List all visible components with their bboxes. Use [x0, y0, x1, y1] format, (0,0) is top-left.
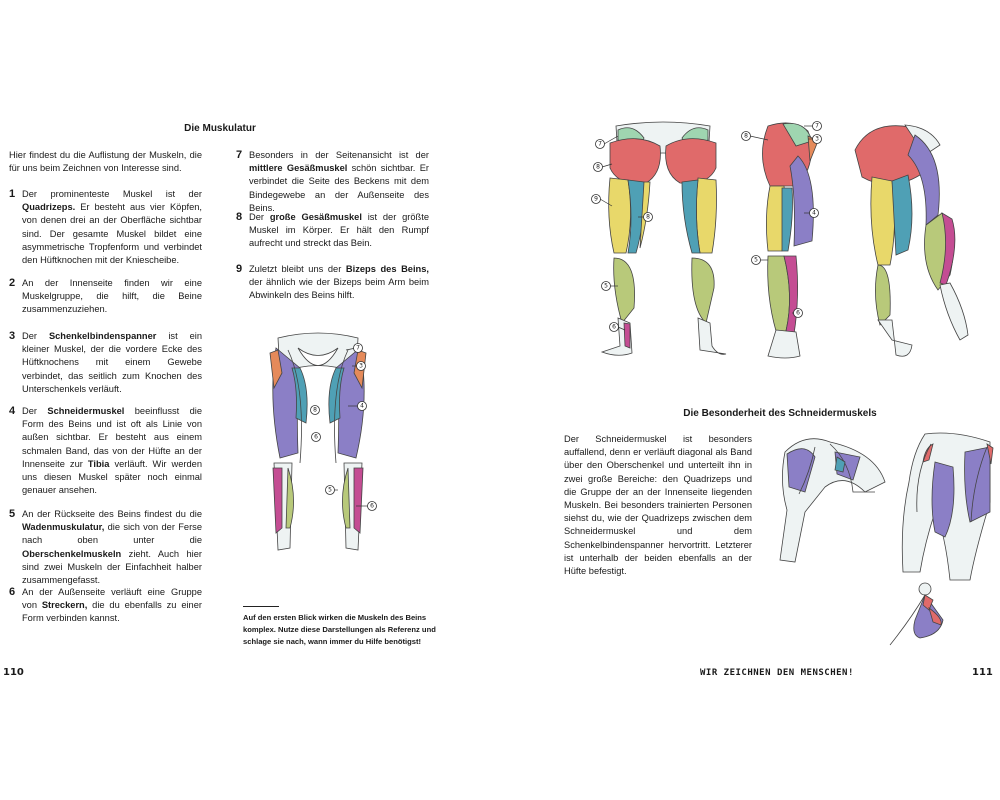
figure-caption: Auf den ersten Blick wirken die Muskeln des Beins komplex. Nutze diese Darstellungen als Referenz und schlage sie nach, wann immer du Hilfe benötigst!	[243, 613, 436, 646]
item-term: Streckern,	[41, 600, 88, 611]
item-number: 6	[9, 586, 16, 598]
item-text: schön sichtbar. Er verbindet die Seite des Beckens mit dem Bindegewebe an der Außenseite des Beins.	[249, 163, 429, 213]
label-7: 7	[598, 140, 602, 148]
item-text: ist ein kleiner Muskel, der die vordere Ecke des Hüftknochens mit einem Gewebe verbindet, das seitlich zum Knochen des Unterschenkels verläuft.	[22, 331, 202, 394]
list-item-4	[9, 405, 202, 497]
front-view-leg-illustration	[258, 328, 388, 558]
page-number-left: 110	[3, 667, 24, 678]
section-paragraph: Der Schneidermuskel ist besonders auffallend, denn er verläuft diagonal als Band über den Oberschenkel und unterteilt ihn in zwei große Bereiche: den Quadrizeps und die Gruppe der an der Innenseite liegenden Muskeln. Bei besonders trainierten Personen siehst du, wie der Quadrizeps zwischen dem Schneidermuskel und dem Schenkelbindenspanner hervortritt. Letzterer ist unterhalb der beiden ebenfalls an der Hüfte befestigt.	[564, 434, 752, 577]
sartorius-hips-illustration	[895, 432, 995, 582]
item-text: Zuletzt bleibt uns der	[249, 264, 346, 274]
item-text: beeinflusst die Form des Beins und ist oft als Linie von außen sichtbar. Er besteht aus einem schmalen Band, das von der Hüfte an der Innenseite zur	[22, 406, 202, 469]
side-view-leg-illustration	[738, 116, 838, 366]
item-number: 1	[9, 188, 16, 200]
list-item-9	[236, 263, 429, 303]
item-term: Tibia	[87, 458, 110, 469]
item-text: An der Außenseite verläuft eine Gruppe von	[22, 587, 202, 611]
running-head: WIR ZEICHNEN DEN MENSCHEN!	[700, 668, 854, 678]
item-number: 3	[9, 330, 16, 342]
label-3: 3	[815, 135, 819, 143]
item-number: 7	[236, 149, 243, 161]
item-text: verläuft. Wir werden uns diesen Muskel später noch einmal genauer ansehen.	[22, 458, 203, 496]
label-8: 8	[313, 406, 317, 414]
label-5: 5	[604, 282, 608, 290]
list-item-5	[9, 508, 202, 587]
label-3: 3	[359, 362, 363, 370]
label-8b: 8	[646, 213, 650, 221]
item-term: mittlere Gesäßmuskel	[249, 163, 348, 174]
item-term: Wadenmuskulatur,	[22, 522, 105, 533]
item-term: Schneidermuskel	[47, 406, 125, 416]
list-item-3	[9, 330, 202, 396]
label-6b: 6	[370, 502, 374, 510]
page-number-right: 111	[972, 667, 993, 678]
item-term: große Gesäßmuskel	[269, 212, 362, 222]
item-text: Der prominenteste Muskel ist der	[22, 189, 202, 199]
item-text: ist der größte Muskel im Körper. Er hält den Rumpf aufrecht und streckt das Bein.	[249, 212, 429, 249]
section-title-schneidermuskel: Die Besonderheit des Schneidermuskels	[683, 408, 877, 419]
three-quarter-leg-illustration	[850, 115, 985, 365]
item-number: 4	[9, 405, 16, 417]
label-4: 4	[360, 402, 364, 410]
list-item-1	[9, 188, 202, 267]
label-6: 6	[612, 323, 616, 331]
item-term: Oberschenkelmuskeln	[22, 548, 122, 559]
label-5: 5	[754, 256, 758, 264]
item-term: Schenkelbindenspanner	[48, 331, 157, 341]
caption-rule	[243, 606, 279, 607]
item-text: An der Rückseite des Beins findest du die	[22, 509, 202, 519]
item-text: An der Innenseite finden wir eine Muskelgruppe, die hilft, die Beine zusammenzuziehen.	[22, 278, 202, 315]
list-item-6	[9, 586, 202, 626]
label-5: 5	[328, 486, 332, 494]
label-8: 8	[596, 163, 600, 171]
page-title-muskulatur: Die Muskulatur	[184, 123, 256, 134]
item-number: 5	[9, 508, 16, 520]
intro-paragraph: Hier findest du die Auflistung der Muskeln, die für uns beim Zeichnen von Interesse sind.	[9, 150, 202, 174]
item-term: Quadrizeps.	[22, 202, 76, 213]
label-7: 7	[356, 344, 360, 352]
item-text: Der	[22, 406, 48, 416]
sartorius-detail-illustration	[885, 580, 955, 650]
item-text: der ähnlich wie der Bizeps beim Arm beim Abwinkeln des Beins hilft.	[249, 277, 429, 301]
item-text: die du ebenfalls zu einer Form verbinden kannst.	[22, 600, 202, 624]
item-term: Bizeps des Beins,	[345, 264, 429, 274]
list-item-8	[236, 211, 429, 251]
back-view-leg-illustration	[588, 118, 738, 368]
item-number: 9	[236, 263, 243, 275]
item-text: die sich von der Ferse nach oben unter die	[22, 522, 202, 546]
label-6: 6	[796, 309, 800, 317]
label-6a: 6	[314, 433, 318, 441]
list-item-2	[9, 277, 202, 317]
sartorius-flexed-leg-illustration	[775, 432, 895, 582]
item-number: 2	[9, 277, 16, 289]
item-text: Der	[22, 331, 49, 341]
label-4: 4	[812, 209, 816, 217]
item-number: 8	[236, 211, 243, 223]
item-text: Er besteht aus vier Köpfen, von denen drei an der Oberfläche sichtbar sind. Der gesamte Muskel bildet eine asymmetrische Tropfenform und verbindet den Hüftknochen mit der Kniescheibe.	[22, 202, 202, 266]
list-item-7	[236, 149, 429, 215]
item-text: zieht. Auch hier sind zwei Muskeln der Einfachheit halber zusammengefasst.	[22, 548, 202, 586]
label-8: 8	[744, 132, 748, 140]
item-text: Besonders in der Seitenansicht ist der	[249, 150, 429, 160]
label-9: 9	[594, 195, 598, 203]
item-text: Der	[249, 212, 270, 222]
label-7: 7	[815, 122, 819, 130]
